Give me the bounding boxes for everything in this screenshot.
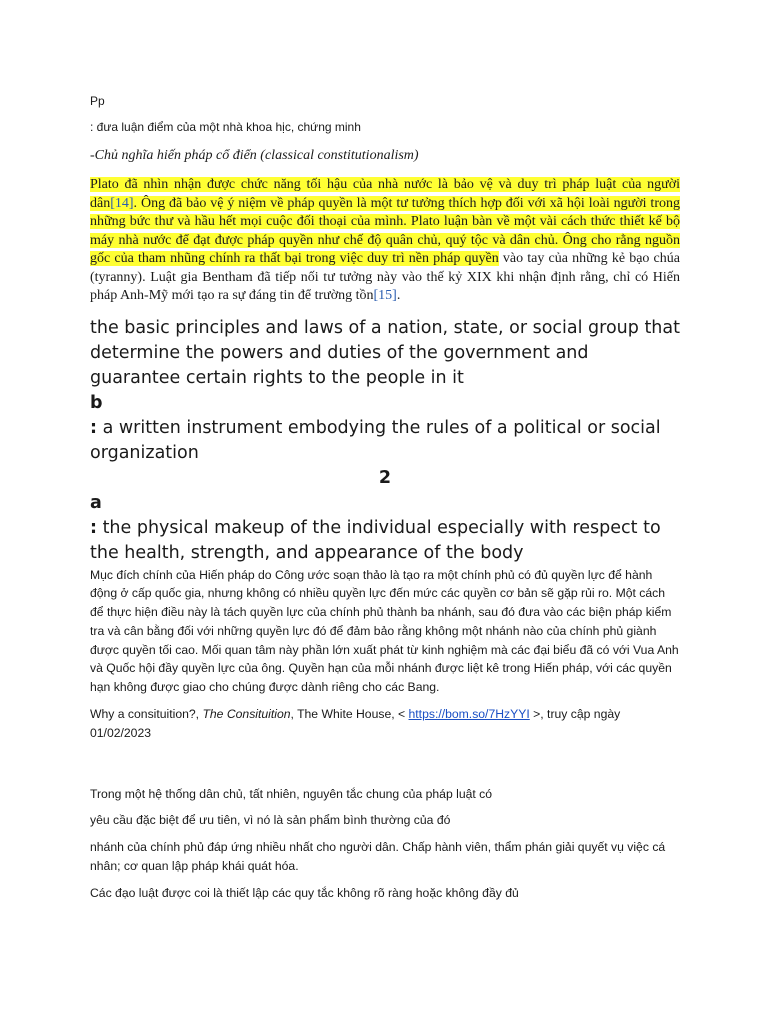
purpose-paragraph: Mục đích chính của Hiến pháp do Công ước soạn thảo là tạo ra một chính phủ có đủ quyền lực để hành động ở cấp quốc gia, nhưng không có nhiều quyền lực đến mức các quyền cơ bản sẽ gặp rủi ro. Một cách để thực hiện điều này là tách quyền lực của chính phủ thành ba nhánh, sau đó đưa vào các biện pháp kiểm tra và cân bằng đối với những quyền lực đó để đảm bảo rằng không một nhánh nào của chính phủ giành được quyền tối cao. Mối quan tâm này phần lớn xuất phát từ kinh nghiệm mà các đại biểu đã có với Vua Anh và Quốc hội đầy quyền lực của ông. Quyền hạn của mỗi nhánh được liệt kê trong Hiến pháp, với các quyền hạn không được giao cho chúng được dành riêng cho các Bang. bbox=[90, 567, 679, 695]
document-page bbox=[90, 92, 680, 911]
reference-link-15[interactable]: [15] bbox=[373, 288, 397, 303]
definition-1: the basic principles and laws of a nation, state, or social group that determine the powers and duties of the government and guarantee certain rights to the people in it bbox=[90, 317, 680, 388]
citation-link[interactable]: https://bom.so/7HzYYI bbox=[408, 707, 530, 722]
definition-b-text: a written instrument embodying the rules of a political or social organization bbox=[90, 417, 661, 463]
italic-heading: -Chủ nghĩa hiến pháp cổ điển (classical constitutionalism) bbox=[90, 148, 419, 163]
plato-paragraph bbox=[90, 176, 680, 306]
reference-link-14[interactable]: [14] bbox=[110, 195, 134, 211]
colon-line: : đưa luận điểm của một nhà khoa hịc, chứng minh bbox=[90, 120, 361, 134]
closing-line-4: Các đạo luật được coi là thiết lập các quy tắc không rõ ràng hoặc không đầy đủ bbox=[90, 885, 519, 900]
closing-line-1: Trong một hệ thống dân chủ, tất nhiên, nguyên tắc chung của pháp luật có bbox=[90, 786, 493, 801]
citation-title: The Consituition bbox=[202, 707, 291, 722]
closing-line-2: yêu cầu đặc biệt để ưu tiên, vì nó là sản phẩm bình thường của đó bbox=[90, 813, 451, 828]
citation-prefix: Why a consituition?, bbox=[90, 707, 203, 722]
definition-a-text: the physical makeup of the individual especially with respect to the health, strength, and appearance of the body bbox=[90, 517, 661, 563]
definition-number-2: 2 bbox=[378, 467, 392, 488]
definition-a-label: a bbox=[90, 492, 102, 513]
definition-a bbox=[90, 516, 680, 566]
citation bbox=[90, 705, 680, 743]
closing-line-3: nhánh của chính phủ đáp ứng nhiều nhất cho người dân. Chấp hành viên, thẩm phán giải quyết vụ việc cá nhân; cơ quan lập pháp khái quát hóa. bbox=[90, 840, 666, 874]
definition-b bbox=[90, 416, 680, 466]
paragraph-end: . bbox=[396, 288, 401, 303]
citation-middle: , The White House, < bbox=[290, 707, 409, 722]
highlighted-text: Plato đã nhìn nhận được chức năng tối hậu của nhà nước là bảo vệ và duy trì pháp luật của người dân bbox=[90, 177, 680, 211]
spacer bbox=[90, 751, 680, 785]
definition-b-label: b bbox=[90, 392, 103, 413]
highlighted-text: . Ông đã bảo vệ ý niệm về pháp quyền là một tư tưởng thích hợp đối với xã hội loài người trong những bức thư và hầu hết mọi cuộc đối thoại của mình. Plato luận bàn về một vài cách thức thiết kế bộ máy nhà nước để đạt được pháp quyền như chế độ quân chủ, quý tộc và dân chủ. Ông cho rằng nguồn gốc của tham nhũng chính ra thất bại trong việc duy trì nền pháp quyền bbox=[90, 195, 680, 266]
definition-a-colon: : bbox=[90, 517, 97, 538]
citation-suffix: >, truy cập ngày 01/02/2023 bbox=[90, 707, 621, 740]
paragraph-text: vào tay của những kẻ bạo chúa (tyranny). Luật gia Bentham đã tiếp nối tư tưởng này vào thế kỷ XIX khi nhận định rằng, chỉ có Hiến pháp Anh-Mỹ mới tạo ra sự đáng tin để trường tồn bbox=[90, 251, 680, 303]
definition-b-colon: : bbox=[90, 417, 97, 438]
pp-line: Pp bbox=[90, 94, 105, 108]
